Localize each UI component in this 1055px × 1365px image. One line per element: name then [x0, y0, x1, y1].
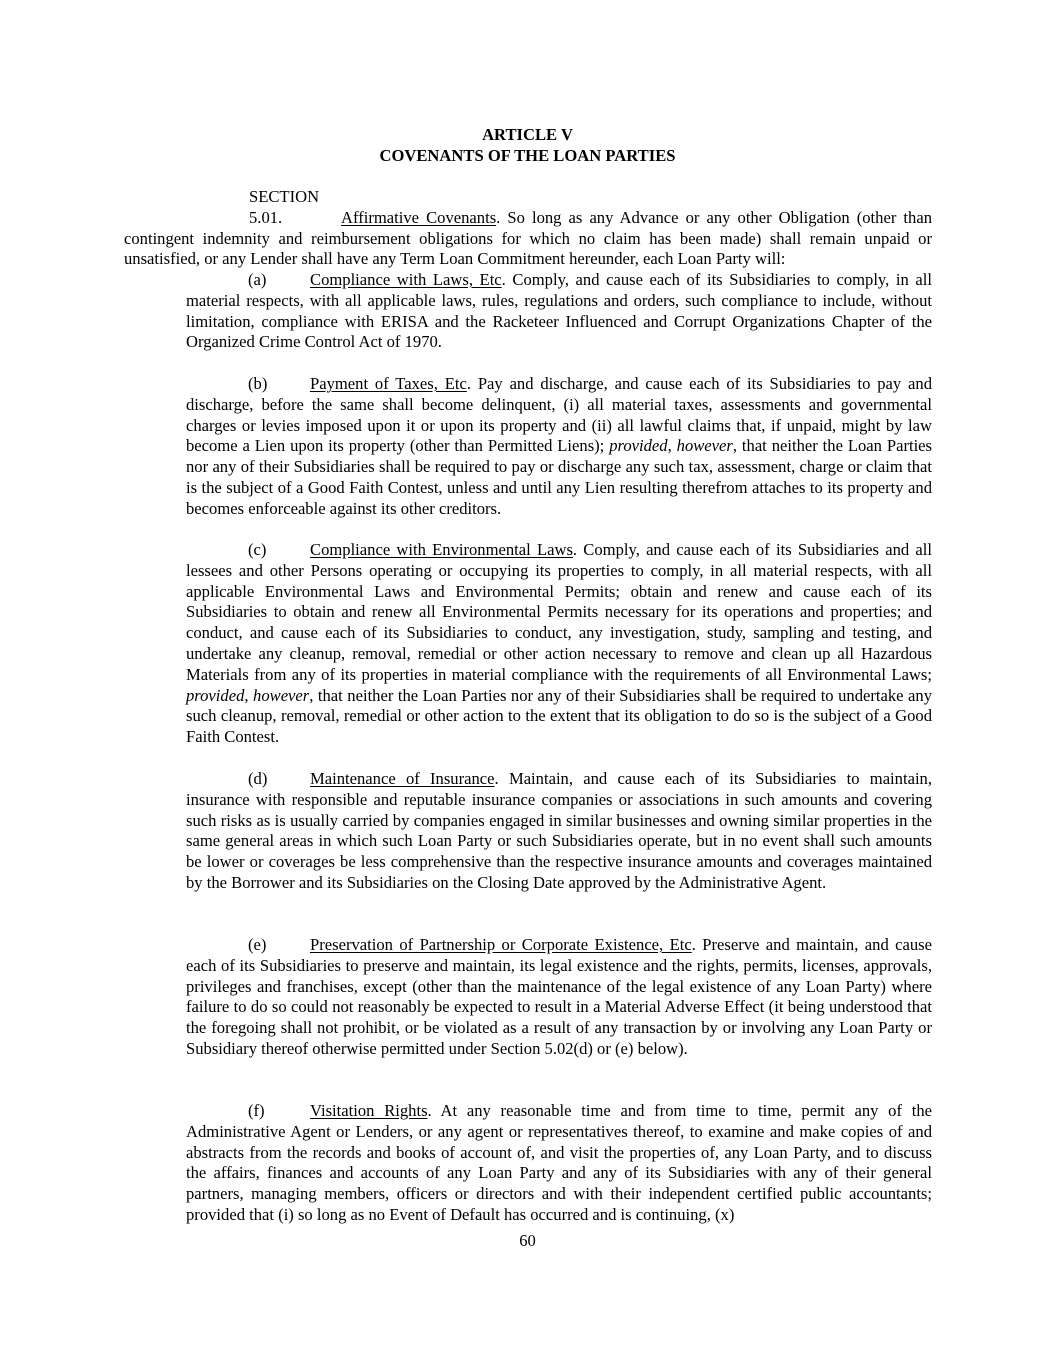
covenant-c-however: however [253, 685, 310, 705]
covenant-b-label: (b) [248, 374, 268, 393]
covenant-a-label: (a) [248, 270, 267, 289]
page-number: 60 [519, 1231, 536, 1250]
section-number: SECTION 5.01. [249, 187, 320, 227]
covenant-a-text: . Comply, and cause each of its Subsidiaries to comply, in all material respects, with all applicable laws, rules, regulations and orders, such compliance to include, without limitation, compliance with ERISA and the Racketeer Influenced and Corrupt Organizations Chapter of the Organized Crime Control Act of 1970. [186, 270, 932, 352]
covenant-f-text: . At any reasonable time and from time to time, permit any of the Administrative Agent or Lenders, or any agent or representatives thereof, to examine and make copies of and abstracts from the records and books of account of, and visit the properties of, any Loan Party, and to discuss the affairs, finances and accounts of any Loan Party and any of its Subsidiaries with any of their general partners, managing members, officers or directors and with their independent certified public accountants; provided that (i) so long as no Event of Default has occurred and is continuing, (x) [186, 1101, 932, 1224]
covenant-b-provided: provided [609, 436, 668, 456]
covenant-f-paragraph [186, 1101, 932, 1226]
covenant-b-title: Payment of Taxes, Etc [310, 374, 467, 393]
covenant-d-label: (d) [248, 769, 268, 788]
covenant-b-paragraph [186, 374, 932, 520]
covenant-b-comma: , [667, 436, 677, 456]
covenant-e-paragraph [186, 935, 932, 1060]
covenant-b-text-2: , that neither the Loan Parties nor any of their Subsidiaries shall be required to pay or discharge any such tax, assessment, charge or claim that is the subject of a Good Faith Contest, unless and until any Lien resulting therefrom attaches to its property and becomes enforceable against its other creditors. [186, 436, 933, 518]
section-title: Affirmative Covenants [341, 207, 497, 227]
covenant-f-label: (f) [248, 1101, 265, 1120]
covenant-e-label: (e) [248, 935, 267, 954]
section-5-01-paragraph [124, 187, 932, 270]
covenant-c-text-2: , that neither the Loan Parties nor any of their Subsidiaries shall be required to undertake any such cleanup, removal, remedial or other action to the extent that its obligation to do so is the subject of a Good Faith Contest. [186, 685, 932, 747]
covenant-d-paragraph [186, 769, 932, 894]
covenant-f-title: Visitation Rights [310, 1101, 428, 1120]
article-title: COVENANTS OF THE LOAN PARTIES [379, 146, 676, 165]
section-text: . So long as any Advance or any other Obligation (other than contingent indemnity and reimbursement obligations for which no claim has been made) shall remain unpaid or unsatisfied, or any Lender shall have any Term Loan Commitment hereunder, each Loan Party will: [124, 207, 932, 269]
covenant-c-comma: , [244, 685, 254, 705]
covenant-b-however: however [676, 436, 733, 456]
article-number: ARTICLE V [482, 125, 573, 144]
covenant-a-paragraph [186, 270, 932, 353]
covenant-d-title: Maintenance of Insurance [310, 769, 495, 788]
covenant-a-title: Compliance with Laws, Etc [310, 270, 502, 289]
covenant-b-text-1: . Pay and discharge, and cause each of its Subsidiaries to pay and discharge, before the same shall become delinquent, (i) all material taxes, assessments and governmental charges or levies imposed upon it or upon its property and (ii) all lawful claims that, if unpaid, might by law become a Lien upon its property (other than Permitted Liens); [186, 374, 932, 456]
covenant-c-paragraph [186, 540, 932, 748]
covenant-e-title: Preservation of Partnership or Corporate Existence, Etc [310, 935, 692, 954]
covenant-c-text-1: . Comply, and cause each of its Subsidiaries and all lessees and other Persons operating or occupying its properties to comply, in all material respects, with all applicable Environmental Laws and Environmental Permits; obtain and renew and cause each of its Subsidiaries to obtain and renew all Environmental Permits necessary for its operations and properties; and conduct, and cause each of its Subsidiaries to conduct, any investigation, study, sampling and testing, and undertake any cleanup, removal, remedial or other action necessary to remove and clean up all Hazardous Materials from any of its properties in material compliance with the requirements of all Environmental Laws; [186, 540, 932, 684]
covenant-e-text: . Preserve and maintain, and cause each of its Subsidiaries to preserve and maintain, its legal existence and the rights, permits, licenses, approvals, privileges and franchises, except (other than the maintenance of the legal existence of any Loan Party) where failure to do so could not reasonably be expected to result in a Material Adverse Effect (it being understood that the foregoing shall not prohibit, or be violated as a result of any transaction by or involving any Loan Party or Subsidiary thereof otherwise permitted under Section 5.02(d) or (e) below). [186, 935, 932, 1058]
covenant-c-label: (c) [248, 540, 267, 559]
covenant-c-title: Compliance with Environmental Laws [310, 540, 573, 559]
covenant-d-text: . Maintain, and cause each of its Subsidiaries to maintain, insurance with responsible and reputable insurance companies or associations in such amounts and covering such risks as is usually carried by companies engaged in similar businesses and owning similar properties in the same general areas in which such Loan Party or such Subsidiaries operate, but in no event shall such amounts be lower or coverages be less comprehensive than the respective insurance amounts and coverages maintained by the Borrower and its Subsidiaries on the Closing Date approved by the Administrative Agent. [186, 769, 932, 892]
covenant-c-provided: provided [186, 685, 245, 705]
